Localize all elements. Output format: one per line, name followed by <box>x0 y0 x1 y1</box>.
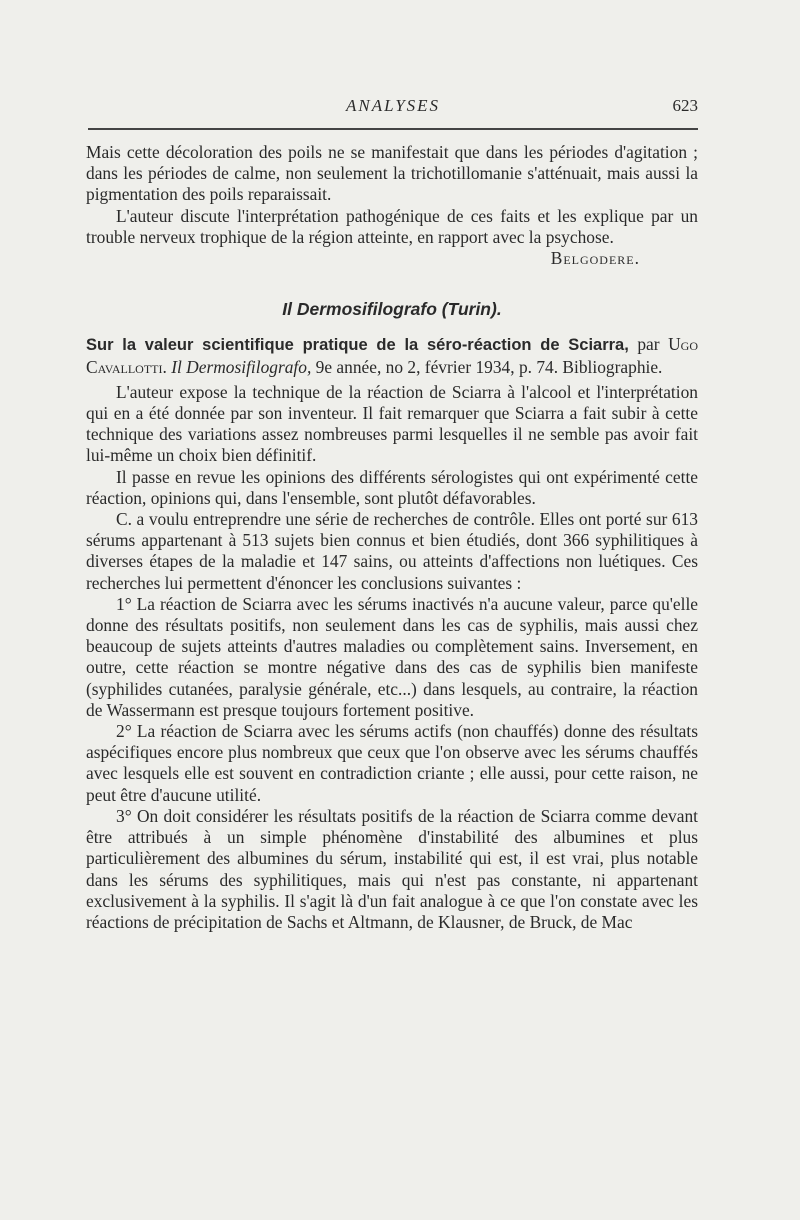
article-author: Ugo Cavallotti. <box>86 334 698 377</box>
article-heading <box>86 334 698 377</box>
page-number: 623 <box>672 96 698 115</box>
header-rule <box>88 128 698 130</box>
paragraph: L'auteur expose la technique de la réaction de Sciarra à l'alcool et l'interprétation qui en a été donnée par son inventeur. Il fait remarquer que Sciarra a fait subir à cette technique des variations assez nombreuses parmi lesquelles il ne semble pas avoir fait lui-même un choix bien définitif. <box>86 381 698 466</box>
header-title: ANALYSES <box>345 96 441 115</box>
paragraph: Il passe en revue les opinions des différents sérologistes qui ont expérimenté cette réaction, opinions qui, dans l'ensemble, sont plutôt défavorables. <box>86 466 698 508</box>
paragraph: C. a voulu entreprendre une série de recherches de contrôle. Elles ont porté sur 613 sérums appartenant à 513 sujets bien connus et bien étudiés, dont 366 syphilitiques à diverses étapes de la maladie et 147 sains, ou atteints d'affections non luétiques. Ces recherches lui permettent d'énoncer les conclusions suivantes : <box>86 509 698 593</box>
paragraph: 2° La réaction de Sciarra avec les sérums actifs (non chauffés) donne des résultats aspécifiques encore plus nombreux que ceux que l'on observe avec les sérums chauffés avec lesquels elle est souvent en contradiction criante ; elle aussi, pour cette raison, ne peut être d'aucune utilité. <box>86 721 698 805</box>
paragraph: L'auteur discute l'interprétation pathogénique de ces faits et les explique par un trouble nerveux trophique de la région atteinte, en rapport avec la psychose. <box>86 205 698 247</box>
article-citation: 9e année, no 2, février 1934, p. 74. Bibliographie. <box>315 356 663 377</box>
article-par: par <box>637 334 660 355</box>
running-header <box>88 96 698 122</box>
signature-line <box>86 248 698 269</box>
signature: Belgodere. <box>550 248 640 269</box>
article-journal: Il Dermosifilografo, <box>171 356 312 377</box>
body-text <box>86 142 698 933</box>
paragraph: 1° La réaction de Sciarra avec les sérums inactivés n'a aucune valeur, parce qu'elle donne des résultats positifs, non seulement dans les cas de syphilis, mais aussi chez beaucoup de sujets atteints d'autres maladies ou complètement sains. Inversement, en outre, cette réaction se montre négative dans des cas de syphilis bien manifeste (syphilides cutanées, paralysie générale, etc...) dans lesquels, au contraire, la réaction de Wassermann est presque toujours fortement positive. <box>86 593 698 720</box>
paragraph: 3° On doit considérer les résultats positifs de la réaction de Sciarra comme devant être attribués à un simple phénomène d'instabilité des albumines et plus particulièrement des albumines du sérum, instabilité qui est, il est vrai, plus notable dans les sérums des syphilitiques, mais qui n'est pas constante, ni appartenant exclusivement à la syphilis. Il s'agit là d'un fait analogue à ce que l'on constate avec les réactions de précipitation de Sachs et Altmann, de Klausner, de Bruck, de Mac <box>86 805 698 932</box>
paragraph: Mais cette décoloration des poils ne se manifestait que dans les périodes d'agitation ; dans les périodes de calme, non seulement la trichotillomanie s'atténuait, mais aussi la pigmentation des poils reparaissait. <box>86 142 698 205</box>
article-title: Sur la valeur scientifique pratique de la séro-réaction de Sciarra, <box>86 336 629 355</box>
section-title: Il Dermosifilografo (Turin). <box>282 299 502 320</box>
